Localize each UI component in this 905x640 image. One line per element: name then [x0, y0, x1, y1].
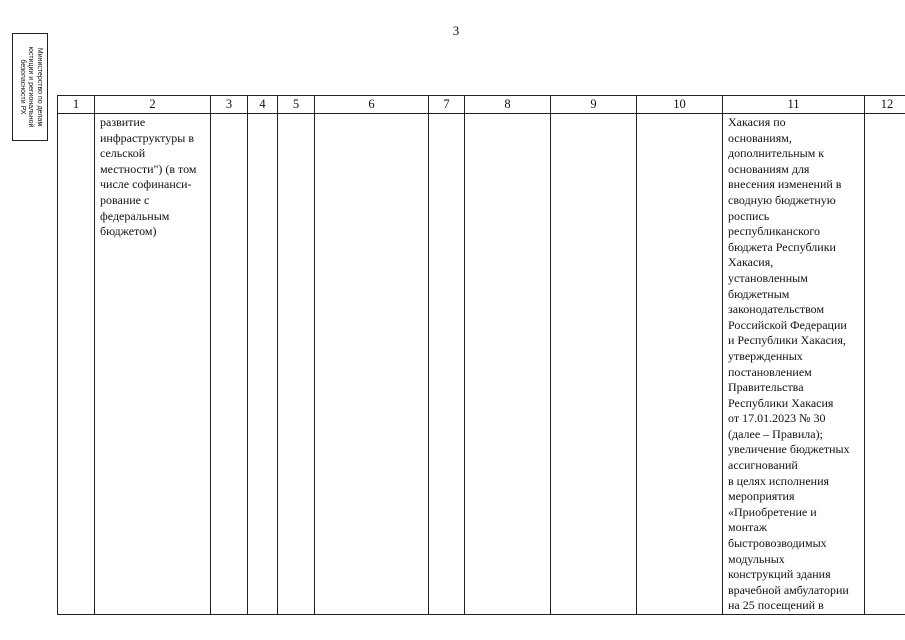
text-line: основаниям для: [728, 161, 810, 176]
cell-col10: [637, 114, 723, 615]
text-line: местности") (в том: [100, 161, 197, 176]
text-line: конструкций здания: [728, 567, 831, 582]
column-header: 7: [429, 96, 465, 114]
text-line: постановлением: [728, 364, 812, 379]
cell-col5: [278, 114, 315, 615]
column-header: 8: [465, 96, 551, 114]
column-header: 3: [211, 96, 248, 114]
text-line: бюджетным: [728, 286, 790, 301]
cell-col4: [248, 114, 278, 615]
text-line: на 25 посещений в: [728, 598, 824, 613]
text-line: ассигнований: [728, 458, 798, 473]
text-line: республиканского: [728, 224, 820, 239]
text-line: от 17.01.2023 № 30: [728, 411, 826, 426]
page-number: 3: [452, 23, 460, 38]
registration-stamp: [12, 33, 48, 141]
text-line: Правительства: [728, 380, 804, 395]
cell-col12: [865, 114, 905, 615]
text-line: Хакасия,: [728, 255, 774, 270]
stamp-line: Министерство по делам: [35, 47, 43, 127]
column-header: 10: [637, 96, 723, 114]
document-table: [57, 95, 905, 615]
header-row: [58, 96, 905, 114]
text-line: врачебной амбулатории: [728, 582, 849, 597]
text-line: в целях исполнения: [728, 473, 830, 488]
cell-col7: [429, 114, 465, 615]
cell-col2-text: [95, 114, 210, 240]
text-line: модульных: [728, 551, 785, 566]
column-header: 4: [248, 96, 278, 114]
cell-col3: [211, 114, 248, 615]
text-line: развитие: [100, 115, 146, 129]
text-line: Российской Федерации: [728, 317, 847, 332]
text-line: сельской: [100, 146, 146, 161]
column-header: 6: [315, 96, 429, 114]
text-line: и Республики Хакасия,: [728, 333, 846, 348]
text-line: рование с: [100, 192, 150, 207]
text-line: Республики Хакасия: [728, 395, 834, 410]
text-line: законодательством: [728, 302, 825, 317]
cell-col2: [95, 114, 211, 615]
text-line: сводную бюджетную: [728, 192, 836, 207]
text-line: мероприятия: [728, 489, 795, 504]
column-header: 11: [723, 96, 865, 114]
stamp-text: [17, 35, 43, 139]
stamp-line: юстиции и региональной: [27, 46, 35, 128]
text-line: быстровозводимых: [728, 536, 827, 551]
column-header: 9: [551, 96, 637, 114]
column-header: 2: [95, 96, 211, 114]
text-line: числе софинанси-: [100, 177, 192, 192]
text-line: роспись: [728, 208, 770, 223]
text-line: (далее – Правила);: [728, 426, 823, 441]
text-line: Хакасия по: [728, 115, 786, 129]
cell-col8: [465, 114, 551, 615]
text-line: основаниям,: [728, 130, 792, 145]
text-line: установленным: [728, 270, 808, 285]
text-line: внесения изменений в: [728, 177, 842, 192]
column-header: 5: [278, 96, 315, 114]
stamp-line: безопасности РХ: [18, 59, 26, 115]
table-row: [58, 114, 905, 615]
cell-col11: [723, 114, 865, 615]
text-line: инфраструктуры в: [100, 130, 194, 145]
cell-col11-text: [723, 114, 864, 614]
cell-col9: [551, 114, 637, 615]
text-line: бюджетом): [100, 224, 157, 239]
text-line: утвержденных: [728, 348, 803, 363]
column-header: 12: [865, 96, 905, 114]
text-line: монтаж: [728, 520, 768, 535]
column-header: 1: [58, 96, 95, 114]
text-line: увеличение бюджетных: [728, 442, 850, 457]
cell-col6: [315, 114, 429, 615]
text-line: дополнительным к: [728, 146, 825, 161]
text-line: федеральным: [100, 208, 170, 223]
text-line: «Приобретение и: [728, 504, 817, 519]
cell-col1: [58, 114, 95, 615]
text-line: бюджета Республики: [728, 239, 836, 254]
